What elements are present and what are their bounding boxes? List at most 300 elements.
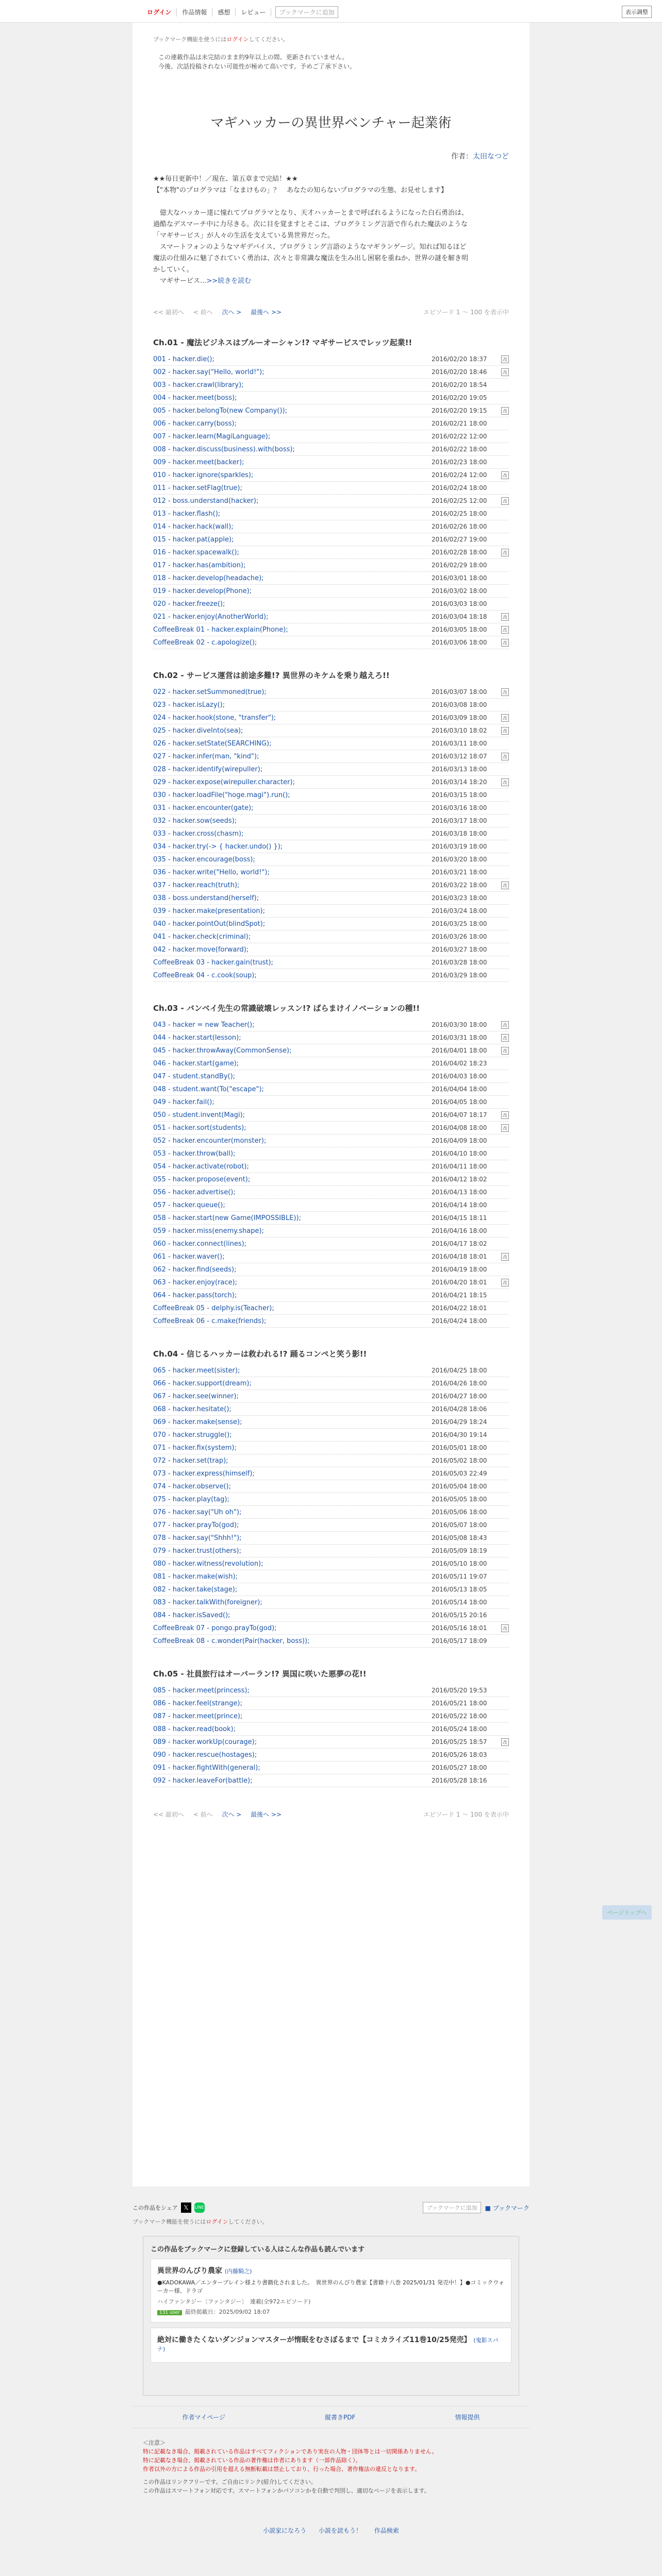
episode-date: 2016/04/15 18:11 bbox=[432, 1214, 487, 1222]
episode-date: 2016/03/12 18:07 bbox=[432, 752, 487, 760]
episode-row bbox=[153, 737, 509, 750]
pager-first: << 最初へ bbox=[153, 309, 184, 316]
episode-date: 2016/04/17 18:02 bbox=[432, 1240, 487, 1247]
episode-date-cell bbox=[432, 1751, 509, 1758]
episode-date: 2016/05/05 18:00 bbox=[432, 1496, 487, 1503]
episode-link[interactable]: 035 - hacker.encourage(boss); bbox=[153, 855, 255, 863]
episode-link[interactable]: CoffeeBreak 01 - hacker.explain(Phone); bbox=[153, 625, 288, 634]
episode-row bbox=[153, 802, 509, 815]
episode-row bbox=[153, 520, 509, 533]
episode-row bbox=[153, 1749, 509, 1761]
episode-date-cell bbox=[432, 1496, 509, 1503]
episode-row bbox=[153, 827, 509, 840]
episode-link[interactable]: 058 - hacker.start(new Game(IMPOSSIBLE)); bbox=[153, 1214, 301, 1222]
episode-link[interactable]: 030 - hacker.loadFile("hoge.magi").run(); bbox=[153, 791, 290, 799]
episode-link[interactable]: 082 - hacker.take(stage); bbox=[153, 1585, 238, 1594]
episode-link[interactable]: 028 - hacker.identify(wirepuller); bbox=[153, 765, 263, 773]
episode-link[interactable]: CoffeeBreak 08 - c.wonder(Pair(hacker, boss)); bbox=[153, 1637, 310, 1645]
episode-row bbox=[153, 750, 509, 763]
episode-link[interactable]: 046 - hacker.start(game); bbox=[153, 1059, 239, 1067]
episode-row bbox=[153, 1302, 509, 1315]
chapter-title: Ch.05 - 社員旅行はオーバーラン!? 異国に咲いた悪夢の花!! bbox=[153, 1669, 367, 1679]
episode-date-cell bbox=[432, 574, 509, 582]
episode-date-cell bbox=[432, 1457, 509, 1464]
episode-date: 2016/04/08 18:00 bbox=[432, 1124, 487, 1131]
episode-link[interactable]: 087 - hacker.meet(prince); bbox=[153, 1712, 243, 1720]
episode-row bbox=[153, 1364, 509, 1377]
episode-row bbox=[153, 1454, 509, 1467]
revised-badge: 改 bbox=[501, 355, 509, 363]
episode-link[interactable]: 061 - hacker.waver(); bbox=[153, 1252, 225, 1261]
episode-date-cell bbox=[432, 817, 509, 824]
episode-link[interactable]: 070 - hacker.struggle(); bbox=[153, 1431, 232, 1439]
nav-review[interactable]: レビュー bbox=[236, 8, 271, 16]
episode-link[interactable]: 077 - hacker.prayTo(god); bbox=[153, 1521, 239, 1529]
episode-link[interactable]: 056 - hacker.advertise(); bbox=[153, 1188, 236, 1196]
episode-link[interactable]: 041 - hacker.check(criminal); bbox=[153, 933, 251, 941]
episode-date-cell bbox=[432, 727, 509, 735]
footer-links bbox=[133, 2406, 529, 2428]
pager-next[interactable]: 次へ > bbox=[222, 309, 242, 316]
episode-link[interactable]: 013 - hacker.flash(); bbox=[153, 510, 221, 518]
episode-link[interactable]: 050 - student.invent(Magi); bbox=[153, 1111, 245, 1119]
revised-badge: 改 bbox=[501, 1624, 509, 1632]
episode-date: 2016/05/22 18:00 bbox=[432, 1713, 487, 1720]
episode-link[interactable]: 034 - hacker.try(-> { hacker.undo() }); bbox=[153, 842, 283, 851]
footer-link[interactable]: 作品検索 bbox=[374, 2527, 399, 2534]
episode-link[interactable]: 001 - hacker.die(); bbox=[153, 355, 214, 363]
episode-date-cell bbox=[432, 1021, 509, 1029]
episode-date: 2016/02/29 18:00 bbox=[432, 562, 487, 569]
episode-link[interactable]: 075 - hacker.play(tag); bbox=[153, 1495, 229, 1503]
episode-row bbox=[153, 636, 509, 649]
recommend-item[interactable]: 異世界のんびり農家 (内藤騎之) ●KADOKAWA／エンターブレイン様より書籍化されました。 異世界のんびり農家【書籍十八巻 2025/01/31 発売中！】●コミックウォーカー様、ドラゴ ハイファンタジー〔ファンタジー〕 連載(全972エピソード) 131 user 最終掲載日：2025/09/02 18:07 bbox=[151, 2259, 511, 2323]
episode-date-cell bbox=[432, 587, 509, 595]
episode-row bbox=[153, 1774, 509, 1787]
episode-date-cell bbox=[432, 804, 509, 811]
episode-date-cell bbox=[432, 972, 509, 979]
revised-badge: 改 bbox=[501, 778, 509, 786]
footer-link[interactable]: 小説家になろう bbox=[263, 2527, 307, 2534]
episode-date-cell bbox=[432, 920, 509, 927]
episode-link[interactable]: 053 - hacker.throw(ball); bbox=[153, 1149, 236, 1158]
episode-link[interactable]: 023 - hacker.isLazy(); bbox=[153, 701, 225, 709]
episode-date-cell bbox=[432, 355, 509, 363]
episode-row bbox=[153, 879, 509, 892]
episode-date-cell bbox=[432, 1317, 509, 1325]
synopsis-text: ★★毎日更新中！／現在、第五章まで完結！★★ 【"本物"のプログラマは「なまけもの」？ あなたの知らないプログラマの生態、お見せします】 bbox=[153, 175, 448, 194]
episode-date-cell bbox=[432, 791, 509, 799]
episode-date-cell bbox=[432, 1124, 509, 1132]
episode-date-cell bbox=[432, 420, 509, 427]
episode-link[interactable]: 025 - hacker.diveInto(sea); bbox=[153, 726, 243, 735]
display-settings-button[interactable]: 表示調整 bbox=[622, 6, 652, 18]
footer-link[interactable]: 小説を読もう！ bbox=[318, 2527, 362, 2534]
pager-bottom bbox=[153, 1810, 509, 1819]
notice-login-link[interactable]: ログイン bbox=[206, 2218, 228, 2225]
episode-date: 2016/05/25 18:57 bbox=[432, 1738, 487, 1745]
episode-link[interactable]: CoffeeBreak 06 - c.make(friends); bbox=[153, 1317, 267, 1325]
recommend-title[interactable]: 絶対に働きたくないダンジョンマスターが惰眠をむさぼるまで【コミカライズ11巻10/25発売】 bbox=[157, 2336, 471, 2344]
episode-date: 2016/04/02 18:23 bbox=[432, 1060, 487, 1067]
nav-thanks[interactable]: 感想 bbox=[212, 8, 236, 16]
episode-link[interactable]: 067 - hacker.see(winner); bbox=[153, 1392, 239, 1400]
pager-first: << 最初へ bbox=[153, 1811, 184, 1818]
episode-link[interactable]: CoffeeBreak 04 - c.cook(soup); bbox=[153, 971, 257, 979]
episode-date: 2016/04/03 18:00 bbox=[432, 1073, 487, 1080]
episode-date: 2016/04/09 18:00 bbox=[432, 1137, 487, 1144]
episode-link[interactable]: 071 - hacker.fix(system); bbox=[153, 1444, 237, 1452]
episode-link[interactable]: 004 - hacker.meet(boss); bbox=[153, 394, 237, 402]
episode-link[interactable]: 062 - hacker.find(seeds); bbox=[153, 1265, 237, 1274]
episode-link[interactable]: 042 - hacker.move(forward); bbox=[153, 945, 249, 954]
episode-row bbox=[153, 546, 509, 559]
novel-title: マギハッカーの異世界ベンチャー起業術 bbox=[210, 115, 452, 131]
episode-link[interactable]: 003 - hacker.crawl(library); bbox=[153, 381, 244, 389]
episode-link[interactable]: 060 - hacker.connect(lines); bbox=[153, 1240, 247, 1248]
episode-date-cell bbox=[432, 549, 509, 556]
episode-link[interactable]: CoffeeBreak 02 - c.apologize(); bbox=[153, 638, 257, 647]
episode-date-cell bbox=[432, 1624, 509, 1632]
revised-badge: 改 bbox=[501, 1279, 509, 1286]
episode-date: 2016/05/16 18:01 bbox=[432, 1624, 487, 1632]
episode-link[interactable]: 002 - hacker.say("Hello, world!"); bbox=[153, 368, 264, 376]
line-share-icon[interactable]: LINE bbox=[194, 2202, 205, 2213]
episode-date-cell bbox=[432, 407, 509, 415]
episode-link[interactable]: CoffeeBreak 07 - pongo.prayTo(god); bbox=[153, 1624, 277, 1632]
episode-link[interactable]: 044 - hacker.start(lesson); bbox=[153, 1033, 241, 1042]
episode-date-cell bbox=[432, 843, 509, 850]
episode-date-cell bbox=[432, 778, 509, 786]
episode-date-cell bbox=[432, 1764, 509, 1771]
episode-row bbox=[153, 840, 509, 853]
episode-date: 2016/03/31 18:00 bbox=[432, 1033, 487, 1041]
episode-row bbox=[153, 507, 509, 520]
episode-link[interactable]: 068 - hacker.hesitate(); bbox=[153, 1405, 231, 1413]
episode-date: 2016/03/03 18:00 bbox=[432, 600, 487, 607]
episode-row bbox=[153, 1403, 509, 1416]
episode-link[interactable]: 086 - hacker.feel(strange); bbox=[153, 1699, 242, 1707]
episode-link[interactable]: 033 - hacker.cross(chasm); bbox=[153, 829, 244, 838]
episode-link[interactable]: 081 - hacker.make(wish); bbox=[153, 1572, 238, 1581]
notice-login-link[interactable]: ログイン bbox=[226, 36, 249, 43]
episode-link[interactable]: 083 - hacker.talkWith(foreigner); bbox=[153, 1598, 262, 1606]
episode-link[interactable]: 024 - hacker.hook(stone, "transfer"); bbox=[153, 714, 276, 722]
episode-date: 2016/05/15 20:16 bbox=[432, 1612, 487, 1619]
read-more-link[interactable]: ...>>続きを読む bbox=[200, 277, 252, 285]
episode-row bbox=[153, 1019, 509, 1031]
episode-link[interactable]: 015 - hacker.pat(apple); bbox=[153, 535, 234, 544]
episode-date: 2016/05/21 18:00 bbox=[432, 1700, 487, 1707]
episode-link[interactable]: 090 - hacker.rescue(hostages); bbox=[153, 1751, 257, 1759]
episode-row bbox=[153, 1096, 509, 1109]
episode-row bbox=[153, 1429, 509, 1442]
revised-badge: 改 bbox=[501, 407, 509, 415]
episode-date-cell bbox=[432, 484, 509, 492]
episode-date-cell bbox=[432, 740, 509, 747]
login-link[interactable]: ログイン bbox=[145, 8, 177, 16]
episode-link[interactable]: 038 - boss.understand(herself); bbox=[153, 894, 259, 902]
episode-link[interactable]: 088 - hacker.read(book); bbox=[153, 1725, 236, 1733]
episode-row bbox=[153, 918, 509, 930]
episode-date: 2016/05/02 18:00 bbox=[432, 1457, 487, 1464]
episode-date-cell bbox=[432, 1599, 509, 1606]
episode-link[interactable]: 037 - hacker.reach(truth); bbox=[153, 881, 240, 889]
episode-link[interactable]: 027 - hacker.infer(man, "kind"); bbox=[153, 752, 259, 760]
episode-link[interactable]: 006 - hacker.carry(boss); bbox=[153, 419, 237, 428]
revised-badge: 改 bbox=[501, 714, 509, 722]
episode-link[interactable]: 019 - hacker.develop(Phone); bbox=[153, 587, 252, 595]
episode-row bbox=[153, 495, 509, 507]
episode-date: 2016/04/11 18:00 bbox=[432, 1163, 487, 1170]
episode-date-cell bbox=[432, 1483, 509, 1490]
episode-date: 2016/04/18 18:01 bbox=[432, 1252, 487, 1260]
bookmark-link[interactable]: ■ ブックマーク bbox=[485, 2204, 529, 2212]
synopsis bbox=[153, 174, 509, 287]
revised-badge: 改 bbox=[501, 613, 509, 621]
author-mypage-link[interactable]: 作者マイページ bbox=[182, 2414, 226, 2421]
revised-badge: 改 bbox=[501, 1738, 509, 1746]
episode-row bbox=[153, 930, 509, 943]
episode-link[interactable]: 074 - hacker.observe(); bbox=[153, 1482, 231, 1490]
episode-date: 2016/04/27 18:00 bbox=[432, 1393, 487, 1400]
episode-link[interactable]: 026 - hacker.setState(SEARCHING); bbox=[153, 739, 272, 748]
recommend-title[interactable]: 異世界のんびり農家 bbox=[157, 2267, 222, 2275]
episode-link[interactable]: 011 - hacker.setFlag(true); bbox=[153, 484, 242, 492]
episode-date: 2016/04/07 18:17 bbox=[432, 1111, 487, 1118]
episode-row bbox=[153, 1545, 509, 1557]
episode-date-cell bbox=[432, 1047, 509, 1055]
episode-date: 2016/04/13 18:00 bbox=[432, 1189, 487, 1196]
episode-date-cell bbox=[432, 1214, 509, 1222]
revised-badge: 改 bbox=[501, 471, 509, 479]
episode-link[interactable]: 022 - hacker.setSummoned(true); bbox=[153, 688, 267, 696]
footer-notice: ＜注意＞ 特に記載なき場合、掲載されている作品はすべてフィクションであり実在の人物・団体等とは一切関係ありません。 特に記載なき場合、掲載されている作品の著作権は作者にあります（一部作品除く）。 作者以外の方による作品の引用を超える無断転載は禁止しており、行った場合、著作権法の違反となります。 この作品はリンクフリーです。ご自由にリンク(紹介)してください。 この作品はスマートフォン対応です。スマートフォンかパソコンかを自動で判別し、適切なページを表示します。 bbox=[143, 2439, 438, 2494]
episode-link[interactable]: 029 - hacker.expose(wirepuller.character); bbox=[153, 778, 295, 786]
episode-link[interactable]: 065 - hacker.meet(sister); bbox=[153, 1366, 240, 1375]
episode-date-cell bbox=[432, 1700, 509, 1707]
episode-date-cell bbox=[432, 459, 509, 466]
episode-date: 2016/03/08 18:00 bbox=[432, 701, 487, 708]
episode-link[interactable]: 048 - student.want(To("escape"); bbox=[153, 1085, 264, 1093]
pager-count: エピソード 1 〜 100 を表示中 bbox=[423, 309, 509, 316]
episode-link[interactable]: 018 - hacker.develop(headache); bbox=[153, 574, 264, 582]
episode-link[interactable]: 051 - hacker.sort(students); bbox=[153, 1124, 246, 1132]
episode-link[interactable]: 007 - hacker.learn(MagiLanguage); bbox=[153, 432, 271, 440]
episode-row bbox=[153, 892, 509, 905]
episode-date-cell bbox=[432, 1201, 509, 1209]
episode-date: 2016/02/24 18:00 bbox=[432, 484, 487, 492]
episode-date: 2016/04/24 18:00 bbox=[432, 1317, 487, 1325]
episode-link[interactable]: 063 - hacker.enjoy(race); bbox=[153, 1278, 237, 1286]
episode-link[interactable]: 064 - hacker.pass(torch); bbox=[153, 1291, 237, 1299]
episode-link[interactable]: CoffeeBreak 05 - delphy.is(Teacher); bbox=[153, 1304, 274, 1312]
episode-date: 2016/03/17 18:00 bbox=[432, 817, 487, 824]
episode-row bbox=[153, 1697, 509, 1710]
episode-date-cell bbox=[432, 1060, 509, 1067]
episode-link[interactable]: 010 - hacker.ignore(sparkles); bbox=[153, 471, 254, 479]
episode-link[interactable]: 076 - hacker.say("Uh oh"); bbox=[153, 1508, 242, 1516]
episode-date: 2016/05/26 18:03 bbox=[432, 1751, 487, 1758]
episode-date: 2016/03/13 18:00 bbox=[432, 766, 487, 773]
episode-link[interactable]: 057 - hacker.queue(); bbox=[153, 1201, 225, 1209]
bookmark-add-button[interactable]: ブックマークに追加 bbox=[423, 2202, 481, 2213]
episode-link[interactable]: 008 - hacker.discuss(business).with(boss); bbox=[153, 445, 295, 453]
episode-date-cell bbox=[432, 497, 509, 505]
episode-row bbox=[153, 1173, 509, 1186]
episode-link[interactable]: 016 - hacker.spacewalk(); bbox=[153, 548, 239, 556]
episode-row bbox=[153, 443, 509, 456]
update-notice: この連載作品は未完結のまま約9年以上の間、更新されていません。 今後、次話投稿されない可能性が極めて高いです。予めご了承下さい。 bbox=[158, 54, 356, 70]
episode-date-cell bbox=[432, 1098, 509, 1106]
episode-link[interactable]: 043 - hacker = new Teacher(); bbox=[153, 1021, 255, 1029]
pager-next[interactable]: 次へ > bbox=[222, 1811, 242, 1818]
episode-date-cell bbox=[432, 1521, 509, 1529]
episode-link[interactable]: 009 - hacker.meet(backer); bbox=[153, 458, 244, 466]
episode-date-cell bbox=[432, 510, 509, 517]
episode-link[interactable]: 012 - boss.understand(hacker); bbox=[153, 497, 259, 505]
episode-link[interactable]: 055 - hacker.propose(event); bbox=[153, 1175, 251, 1183]
episode-row bbox=[153, 1622, 509, 1635]
episode-date-cell bbox=[432, 1163, 509, 1170]
episode-date: 2016/02/26 18:00 bbox=[432, 523, 487, 530]
episode-link[interactable]: 080 - hacker.witness(revolution); bbox=[153, 1560, 263, 1568]
episode-link[interactable]: 072 - hacker.set(trap); bbox=[153, 1456, 228, 1465]
episode-date: 2016/05/27 18:00 bbox=[432, 1764, 487, 1771]
episode-row bbox=[153, 585, 509, 598]
episode-link[interactable]: 066 - hacker.support(dream); bbox=[153, 1379, 252, 1387]
episode-link[interactable]: 017 - hacker.has(ambition); bbox=[153, 561, 246, 569]
episode-date: 2016/05/03 22:49 bbox=[432, 1470, 487, 1477]
chapter-title: Ch.02 - サービス運営は前途多難!? 異世界のキケムを乗り越えろ!! bbox=[153, 671, 390, 680]
episode-link[interactable]: 047 - student.standBy(); bbox=[153, 1072, 236, 1080]
episode-link[interactable]: 045 - hacker.throwAway(CommonSense); bbox=[153, 1046, 292, 1055]
nav-info[interactable]: 作品情報 bbox=[177, 8, 212, 16]
episode-row bbox=[153, 1134, 509, 1147]
episode-date: 2016/03/04 18:18 bbox=[432, 613, 487, 620]
episode-date: 2016/02/27 19:00 bbox=[432, 536, 487, 543]
pager-last[interactable]: 最後へ >> bbox=[251, 1811, 282, 1818]
episode-row bbox=[153, 943, 509, 956]
report-link[interactable]: 情報提供 bbox=[455, 2414, 480, 2421]
episode-link[interactable]: 073 - hacker.express(himself); bbox=[153, 1469, 255, 1478]
episode-date-cell bbox=[432, 933, 509, 940]
episode-link[interactable]: 084 - hacker.isSaved(); bbox=[153, 1611, 230, 1619]
episode-date-cell bbox=[432, 1137, 509, 1144]
episode-date-cell bbox=[432, 446, 509, 453]
episode-date: 2016/05/14 18:00 bbox=[432, 1599, 487, 1606]
vertical-pdf-link[interactable]: 縦書きPDF bbox=[325, 2414, 356, 2421]
episode-date: 2016/02/20 19:15 bbox=[432, 406, 487, 414]
episode-row bbox=[153, 1083, 509, 1096]
episode-row bbox=[153, 866, 509, 879]
episode-link[interactable]: 040 - hacker.pointOut(blindSpot); bbox=[153, 920, 266, 928]
episode-link[interactable]: 052 - hacker.encounter(monster); bbox=[153, 1137, 267, 1145]
episode-date-cell bbox=[432, 1380, 509, 1387]
episode-row bbox=[153, 711, 509, 724]
episode-date-cell bbox=[432, 1534, 509, 1541]
pager-prev: < 前へ bbox=[193, 309, 213, 316]
bookmark-note: ブックマーク機能を使うにはログインしてください。 bbox=[133, 2218, 268, 2225]
revised-badge: 改 bbox=[501, 1253, 509, 1261]
page-top-button[interactable]: ページトップへ bbox=[602, 1905, 652, 1920]
episode-date: 2016/02/20 19:05 bbox=[432, 394, 487, 401]
revised-badge: 改 bbox=[501, 626, 509, 634]
episode-date: 2016/03/10 18:02 bbox=[432, 726, 487, 734]
episode-link[interactable]: 031 - hacker.encounter(gate); bbox=[153, 804, 254, 812]
episode-row bbox=[153, 905, 509, 918]
episode-date: 2016/04/20 18:01 bbox=[432, 1278, 487, 1286]
episode-link[interactable]: 049 - hacker.fail(); bbox=[153, 1098, 214, 1106]
episode-date-cell bbox=[432, 1266, 509, 1273]
episode-date-cell bbox=[432, 1431, 509, 1438]
episode-row bbox=[153, 1635, 509, 1648]
episode-date-cell bbox=[432, 1777, 509, 1784]
episode-date: 2016/03/09 18:00 bbox=[432, 714, 487, 721]
episode-date: 2016/02/25 12:00 bbox=[432, 497, 487, 504]
share-area bbox=[133, 2202, 529, 2213]
episode-date: 2016/05/24 18:00 bbox=[432, 1725, 487, 1733]
episode-link[interactable]: 091 - hacker.fightWith(general); bbox=[153, 1764, 260, 1772]
pager-last[interactable]: 最後へ >> bbox=[251, 309, 282, 316]
episode-date: 2016/04/19 18:00 bbox=[432, 1266, 487, 1273]
episode-date-cell bbox=[432, 753, 509, 760]
chapter-title: Ch.01 - 魔法ビジネスはブルーオーシャン!? マギサービスでレッツ起業!! bbox=[153, 338, 412, 347]
revised-badge: 改 bbox=[501, 1021, 509, 1029]
episode-link[interactable]: 092 - hacker.leaveFor(battle); bbox=[153, 1776, 253, 1785]
episode-link[interactable]: 078 - hacker.say("Shhh!"); bbox=[153, 1534, 242, 1542]
episode-date: 2016/03/29 18:00 bbox=[432, 972, 487, 979]
x-share-icon[interactable]: 𝕏 bbox=[181, 2202, 191, 2213]
episode-link[interactable]: 020 - hacker.freeze(); bbox=[153, 600, 225, 608]
episode-date: 2016/04/16 18:00 bbox=[432, 1227, 487, 1234]
episode-link[interactable]: CoffeeBreak 03 - hacker.gain(trust); bbox=[153, 958, 273, 967]
episode-link[interactable]: 021 - hacker.enjoy(AnotherWorld); bbox=[153, 613, 269, 621]
episode-row bbox=[153, 686, 509, 699]
episode-row bbox=[153, 1467, 509, 1480]
episode-date: 2016/05/09 18:19 bbox=[432, 1547, 487, 1554]
episode-row bbox=[153, 611, 509, 623]
episode-row bbox=[153, 1186, 509, 1199]
recommend-item[interactable]: 絶対に働きたくないダンジョンマスターが惰眠をむさぼるまで【コミカライズ11巻10/25発売】 (鬼影スパナ) bbox=[151, 2328, 511, 2363]
episode-link[interactable]: 054 - hacker.activate(robot); bbox=[153, 1162, 249, 1171]
episode-date-cell bbox=[432, 1738, 509, 1746]
episode-link[interactable]: 089 - hacker.workUp(courage); bbox=[153, 1738, 257, 1746]
episode-link[interactable]: 005 - hacker.belongTo(new Company()); bbox=[153, 406, 287, 415]
episode-date-cell bbox=[432, 1176, 509, 1183]
episode-link[interactable]: 085 - hacker.meet(princess); bbox=[153, 1686, 250, 1694]
episode-date: 2016/04/14 18:00 bbox=[432, 1201, 487, 1209]
author-link[interactable]: 太田なつど bbox=[473, 152, 509, 161]
episode-date-cell bbox=[432, 1253, 509, 1261]
top-nav bbox=[145, 6, 338, 18]
pager-count: エピソード 1 〜 100 を表示中 bbox=[423, 1811, 509, 1818]
episode-date-cell bbox=[432, 714, 509, 722]
episode-link[interactable]: 069 - hacker.make(sense); bbox=[153, 1418, 242, 1426]
episode-date: 2016/03/30 18:00 bbox=[432, 1021, 487, 1028]
episode-link[interactable]: 079 - hacker.trust(others); bbox=[153, 1547, 241, 1555]
episode-link[interactable]: 032 - hacker.sow(seeds); bbox=[153, 817, 237, 825]
login-notice: ブックマーク機能を使うにはログインしてください。 bbox=[153, 36, 289, 43]
episode-link[interactable]: 014 - hacker.hack(wall); bbox=[153, 522, 234, 531]
episode-date: 2016/04/22 18:01 bbox=[432, 1304, 487, 1312]
bookmark-add-button[interactable]: ブックマークに追加 bbox=[275, 6, 338, 18]
episode-link[interactable]: 036 - hacker.write("Hello, world!"); bbox=[153, 868, 270, 876]
episode-date-cell bbox=[432, 523, 509, 530]
episode-link[interactable]: 059 - hacker.miss(enemy.shape); bbox=[153, 1227, 264, 1235]
episode-link[interactable]: 039 - hacker.make(presentation); bbox=[153, 907, 265, 915]
episode-date-cell bbox=[432, 1393, 509, 1400]
